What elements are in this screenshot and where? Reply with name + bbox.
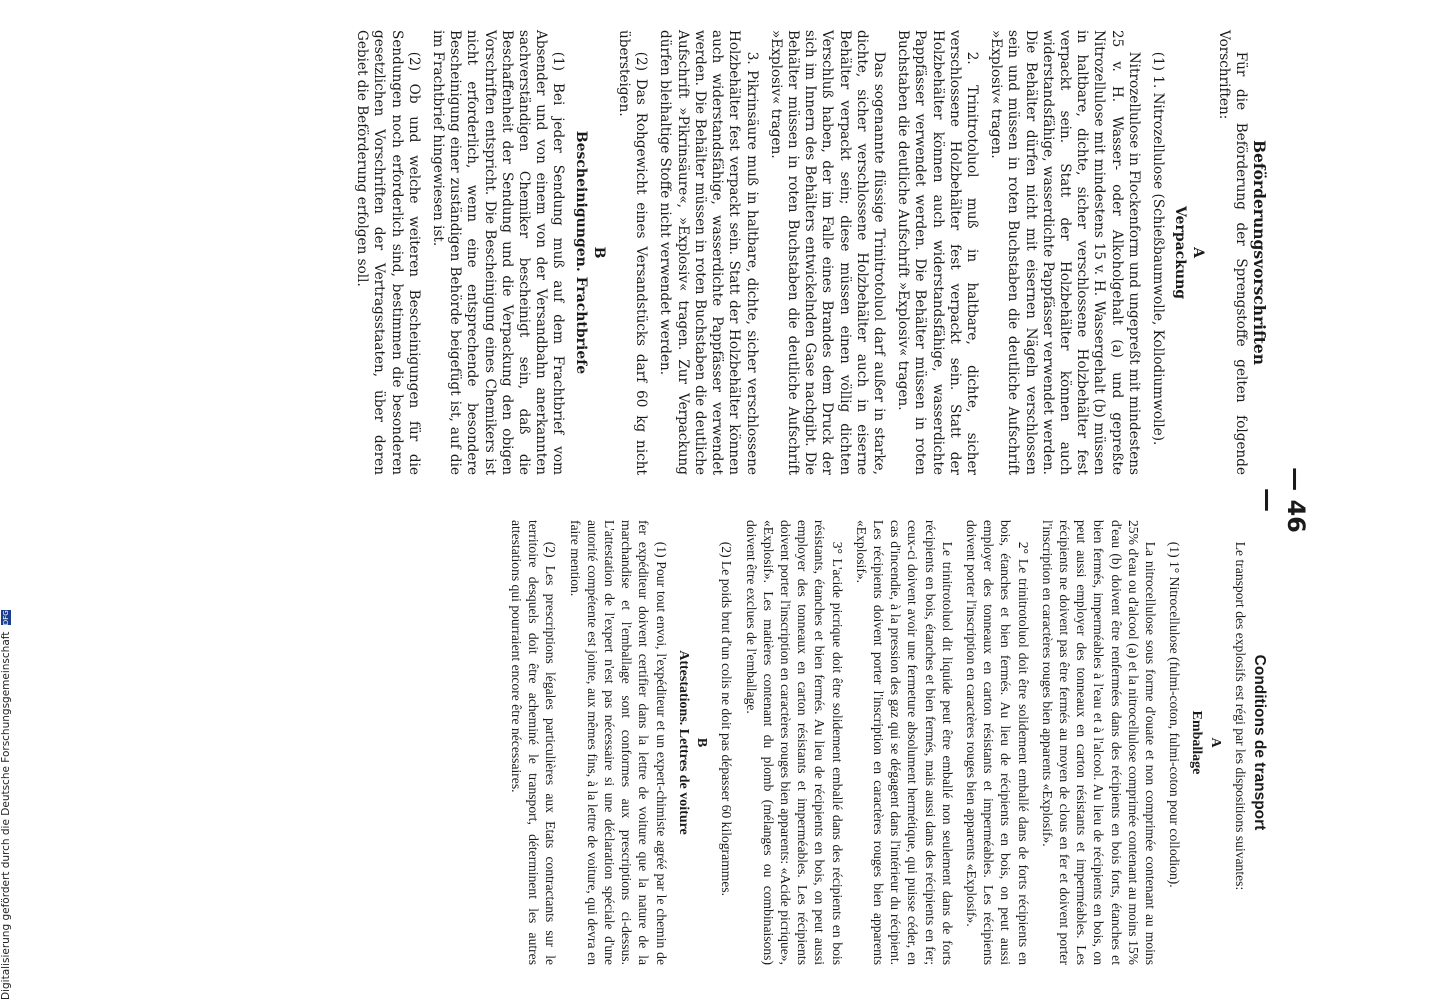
french-intro: Le transport des explosifs est régi par les dispositions suivantes:: [1232, 541, 1248, 891]
german-intro: Für die Beförderung der Sprengstoffe gelten folgende Vorschriften:: [1215, 30, 1249, 475]
french-section-b: B: [694, 737, 710, 748]
footer-text: Digitalisierung gefördert durch die Deutsche Forschungsgemeinschaft: [0, 631, 12, 1000]
french-paragraph: (2) Les prescriptions légales particulières aux Etats contractants sur le territoire desquels doit être acheminé le transport, déterminent les autres attestations qui pourraient encore être nécessaires.: [509, 520, 559, 965]
french-paragraph: 3° L'acide picrique doit être solidement emballé dans des récipients en bois résistants, étanches et bien fermés. Au lieu de récipients en bois, on peut aussi employer des tonneaux en carton résistants et imperméables. Les récipients doivent porter l'inscription en caractères rouges bien apparents: «Acide picrique», «Explosif». Les matières contenant du plomb (mélanges ou combinaisons) doivent être exclues de l'emballage.: [743, 520, 845, 965]
french-paragraph: Le trinitrotoluol dit liquide peut être emballé non seulement dans de forts récipients en bois, étanches et bien fermés, mais aussi dans des récipients en fer; ceux-ci doivent avoir une fermeture absolument hermétique, qui puisse céder, en cas d'incendie, à la pression des gaz qui se dégagent dans l'intérieur du récipient. Les récipients doivent porter l'inscription en caractères rouges bien apparents «Explosif».: [853, 520, 955, 965]
german-paragraph: (2) Das Rohgewicht eines Versandstücks darf 60 kg nicht übersteigen.: [616, 30, 650, 475]
german-section-b-title: Bescheinigungen. Frachtbriefe: [572, 130, 589, 375]
german-paragraph: (1) Bei jeder Sendung muß auf dem Frachtbrief vom Absender und von einem von der Versandbahn anerkannten sachverständigen Chemiker bescheinigt sein, daß die Beschaffenheit der Sendung und die Verpackung den obigen Vorschriften entspricht. Die Bescheinigung eines Chemikers ist nicht erforderlich, wenn eine entsprechende besondere Bescheinigung einer zuständigen Behörde beigefügt ist, auf die im Frachtbrief hingewiesen ist.: [430, 30, 567, 475]
french-paragraph: (1) 1° Nitrocellulose (fulmi-coton, fulmi-coton pour collodion).: [1167, 541, 1183, 888]
german-paragraph: 2. Trinitrotoluol muß in haltbare, dichte, sicher verschlossene Holzbehälter fest verpackt sein. Statt der Holzbehälter können auch widerstandsfähige, wasserdichte Pappfässer verwendet werden. Die Behälter müssen in roten Buchstaben die deutliche Aufschrift »Explosiv« tragen.: [895, 30, 980, 475]
french-paragraph: La nitrocellulose sous forme d'ouate et non comprimée contenant au moins 25% d'eau ou d'alcool (a) et la nitrocellulose comprimée contenant au moins 15% d'eau (b) doivent être renfermées dans des récipients en bois forts, étanches et bien fermés, imperméables à l'eau et à l'alcool. Au lieu de récipients en bois, on peut aussi employer des tonneaux en carton résistants et imperméables. Les récipients ne doivent pas être fermés au moyen de clous en fer et doivent porter l'inscription en caractères rouges bien apparents «Explosif».: [1039, 520, 1158, 965]
french-paragraph: 2° Le trinitrotoluol doit être solidement emballé dans de forts récipients en bois, étanches et bien fermés. Au lieu de récipients en bois, on peut aussi employer des tonneaux en carton résistants et imperméables. Les récipients doivent porter l'inscription en caractères rouges bien apparents «Explosif».: [963, 520, 1031, 965]
german-section-a: A: [1190, 247, 1207, 258]
german-section-b: B: [590, 246, 607, 259]
dfg-logo-icon: DFG: [2, 610, 10, 626]
german-paragraph: (1) 1. Nitrozellulose (Schießbaumwolle, Kollodiumwolle).: [1149, 51, 1166, 446]
french-section-a-title: Emballage: [1189, 710, 1205, 775]
digitization-footer: [0, 0, 14, 1000]
french-paragraph: (2) Le poids brut d'un colis ne doit pas dépasser 60 kilogrammes.: [719, 541, 735, 897]
french-section-a: A: [1207, 737, 1223, 748]
german-title: Beförderungsvorschriften: [1250, 139, 1269, 366]
french-column: [501, 520, 1268, 965]
page-number: — 46 —: [1254, 467, 1310, 533]
german-paragraph: Das sogenannte flüssige Trinitrotoluol darf außer in starke, dichte, sicher verschlossene Holzbehälter auch in eiserne Behälter verpackt sein; diese müssen einen völlig dichten Verschluß haben, der im Falle eines Brandes dem Druck der sich im Innern des Behälters entwickelnden Gase nachgibt. Die Behälter müssen in roten Buchstaben die deutliche Aufschrift »Explosiv« tragen.: [767, 30, 887, 475]
french-section-b-title: Attestations. Lettres de voiture: [675, 650, 691, 835]
german-column: [346, 30, 1268, 475]
french-title: Conditions de transport: [1251, 654, 1268, 831]
german-paragraph: (2) Ob und welche weiteren Bescheinigungen für die Sendungen noch erforderlich sind, bestimmen die besonderen gesetzlichen Vorschriften der Vertragsstaaten, über deren Gebiet die Beförderung erfolgen soll.: [354, 30, 422, 475]
german-paragraph: Nitrozellulose in Flockenform und ungepreßt mit mindestens 25 v. H. Wasser- oder Alkoholgehalt (a) und gepreßte Nitrozellulose mit mindestens 15 v. H. Wassergehalt (b) müssen in haltbare, dichte, sicher verschlossene Holzbehälter fest verpackt sein. Statt der Holzbehälter können auch widerstandsfähige, wasserdichte Pappfässer verwendet werden. Die Behälter dürfen nicht mit eisernen Nägeln verschlossen sein und müssen in roten Buchstaben die deutliche Aufschrift »Explosiv« tragen.: [988, 30, 1142, 475]
french-paragraph: (1) Pour tout envoi, l'expéditeur et un expert-chimiste agréé par le chemin de fer expéditeur doivent certifier dans la lettre de voiture que la nature de la marchandise et l'emballage sont conformes aux prescriptions ci-dessus. L'attestation de l'expert n'est pas nécessaire si une déclaration spéciale d'une autorité compétente est jointe, aux mêmes fins, à la lettre de voiture, qui devra en faire mention.: [567, 520, 669, 965]
rotated-page: [114, 30, 1314, 970]
german-paragraph: 3. Pikrinsäure muß in haltbare, dichte, sicher verschlossene Holzbehälter fest verpackt sein. Statt der Holzbehälter können auch widerstandsfähige, wasserdichte Pappfässer verwendet werden. Die Behälter müssen in roten Buchstaben die deutliche Aufschrift »Pikrinsäure«, »Explosiv« tragen. Zur Verpackung dürfen bleihaltige Stoffe nicht verwendet werden.: [657, 30, 760, 475]
german-section-a-title: Verpackung: [1172, 205, 1189, 300]
